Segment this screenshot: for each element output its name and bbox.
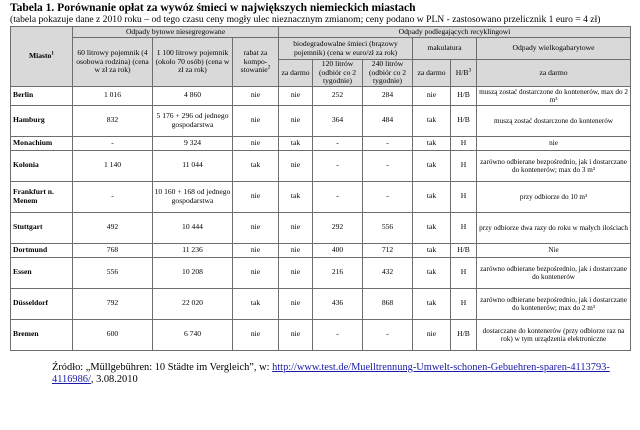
table-row bbox=[11, 288, 631, 319]
cell-l120: 400 bbox=[313, 243, 363, 257]
cell-l240: - bbox=[363, 136, 413, 150]
cell-l120: 216 bbox=[313, 257, 363, 288]
cell-bulky: nie bbox=[477, 136, 631, 150]
cell-l120: - bbox=[313, 181, 363, 212]
cell-hb: H bbox=[451, 136, 477, 150]
cell-l1100: 10 208 bbox=[153, 257, 233, 288]
cell-rabat: nie bbox=[233, 243, 279, 257]
source-citation bbox=[10, 362, 634, 386]
cell-bio-free: nie bbox=[279, 288, 313, 319]
cell-l60: 556 bbox=[73, 257, 153, 288]
cell-city: Frankfurt n. Menem bbox=[11, 181, 73, 212]
table-row bbox=[11, 86, 631, 105]
cell-rabat: nie bbox=[233, 319, 279, 350]
cell-l60: 1 140 bbox=[73, 150, 153, 181]
cell-mak-free: tak bbox=[413, 212, 451, 243]
header-bio-free: za darmo bbox=[279, 60, 313, 87]
header-miasto: Miasto$^1$ bbox=[11, 27, 73, 87]
source-suffix: , 3.08.2010 bbox=[90, 373, 138, 385]
cell-rabat: nie bbox=[233, 86, 279, 105]
table-row bbox=[11, 319, 631, 350]
cell-mak-free: tak bbox=[413, 136, 451, 150]
cell-city: Essen bbox=[11, 257, 73, 288]
cell-bio-free: nie bbox=[279, 86, 313, 105]
header-bulky: Odpady wielkogabarytowe bbox=[477, 38, 631, 60]
cell-l60: 600 bbox=[73, 319, 153, 350]
cell-bio-free: nie bbox=[279, 105, 313, 136]
cell-rabat: nie bbox=[233, 257, 279, 288]
cell-city: Bremen bbox=[11, 319, 73, 350]
cell-hb: H bbox=[451, 212, 477, 243]
cell-hb: H/B bbox=[451, 86, 477, 105]
cell-l1100: 10 444 bbox=[153, 212, 233, 243]
cell-bio-free: tak bbox=[279, 181, 313, 212]
cell-bulky: muszą zostać dostarczone do kontenerów, max do 2 m³ bbox=[477, 86, 631, 105]
cell-l240: 868 bbox=[363, 288, 413, 319]
cell-mak-free: tak bbox=[413, 288, 451, 319]
header-bio: biodegradowalne śmieci (brązowy pojemnik) (cena w euro/zł za rok) bbox=[279, 38, 413, 60]
cell-l120: 292 bbox=[313, 212, 363, 243]
cell-bio-free: nie bbox=[279, 150, 313, 181]
table-row bbox=[11, 212, 631, 243]
cell-l1100: 9 324 bbox=[153, 136, 233, 150]
cell-city: Dortmund bbox=[11, 243, 73, 257]
cell-mak-free: tak bbox=[413, 105, 451, 136]
table-row bbox=[11, 243, 631, 257]
table-note: (tabela pokazuje dane z 2010 roku – od tego czasu ceny mogły ulec nieznacznym zmianom; ceny podano w PLN - zastosowano przelicznik 1 euro = 4 zł) bbox=[10, 14, 601, 25]
cell-l240: 284 bbox=[363, 86, 413, 105]
table-row bbox=[11, 136, 631, 150]
table-row bbox=[11, 105, 631, 136]
table-row bbox=[11, 150, 631, 181]
cell-l240: 432 bbox=[363, 257, 413, 288]
cell-bulky: przy odbiorze do 10 m³ bbox=[477, 181, 631, 212]
table-title: Tabela 1. Porównanie opłat za wywóz śmieci w największych niemieckich miastach bbox=[10, 2, 416, 14]
cell-rabat: tak bbox=[233, 150, 279, 181]
cell-city: Hamburg bbox=[11, 105, 73, 136]
cell-bio-free: nie bbox=[279, 212, 313, 243]
cell-l120: - bbox=[313, 150, 363, 181]
cell-bio-free: nie bbox=[279, 257, 313, 288]
cell-bulky: muszą zostać dostarczone do kontenerów bbox=[477, 105, 631, 136]
cell-bulky: zarówno odbierane bezpośrednio, jak i dostarczane do kontenerów bbox=[477, 257, 631, 288]
table-caption bbox=[10, 2, 634, 25]
header-group-recycling: Odpady podlegających recyklingowi bbox=[279, 27, 631, 38]
cell-l1100: 10 160 + 168 od jednego gospodarstwa bbox=[153, 181, 233, 212]
cell-l120: 252 bbox=[313, 86, 363, 105]
cell-l60: 492 bbox=[73, 212, 153, 243]
cell-l60: 792 bbox=[73, 288, 153, 319]
cell-l60: 768 bbox=[73, 243, 153, 257]
cell-l240: - bbox=[363, 181, 413, 212]
header-120l: 120 litrów (odbiór co 2 tygodnie) bbox=[313, 60, 363, 87]
source-prefix: Źródło: „Müllgebühren: 10 Städte im Vergleich”, w: bbox=[52, 361, 273, 373]
cell-l60: 1 016 bbox=[73, 86, 153, 105]
cell-l240: 484 bbox=[363, 105, 413, 136]
source-link[interactable]: http://www.test.de/Muelltrennung-Umwelt-schonen-Gebuehren-sparen-4113793-4116986/ bbox=[52, 361, 610, 385]
cell-l120: 436 bbox=[313, 288, 363, 319]
cell-mak-free: nie bbox=[413, 86, 451, 105]
cell-city: Düsseldorf bbox=[11, 288, 73, 319]
cell-l60: 832 bbox=[73, 105, 153, 136]
cell-l1100: 22 020 bbox=[153, 288, 233, 319]
cell-bulky: dostarczane do kontenerów (przy odbiorze raz na rok) w tym urządzenia elektroniczne bbox=[477, 319, 631, 350]
cell-mak-free: nie bbox=[413, 319, 451, 350]
cell-rabat: nie bbox=[233, 136, 279, 150]
cell-l1100: 4 860 bbox=[153, 86, 233, 105]
cell-bio-free: nie bbox=[279, 319, 313, 350]
cell-hb: H bbox=[451, 257, 477, 288]
cell-bio-free: nie bbox=[279, 243, 313, 257]
cell-city: Stuttgart bbox=[11, 212, 73, 243]
header-240l: 240 litrów (odbiór co 2 tygodnie) bbox=[363, 60, 413, 87]
table-row bbox=[11, 257, 631, 288]
cell-l240: - bbox=[363, 319, 413, 350]
cell-city: Kolonia bbox=[11, 150, 73, 181]
header-bulky-free: za darmo bbox=[477, 60, 631, 87]
cell-l240: 556 bbox=[363, 212, 413, 243]
header-rabat: rabat za kompo- stowanie$^2$ bbox=[233, 38, 279, 87]
cell-hb: H/B bbox=[451, 319, 477, 350]
cell-hb: H bbox=[451, 150, 477, 181]
cell-bio-free: tak bbox=[279, 136, 313, 150]
header-mak-free: za darmo bbox=[413, 60, 451, 87]
cell-l120: - bbox=[313, 319, 363, 350]
cell-bulky: przy odbiorze dwa razy do roku w małych ilościach bbox=[477, 212, 631, 243]
header-group-mixed: Odpady bytowe niesegregowane bbox=[73, 27, 279, 38]
header-1100l: 1 100 litrowy pojemnik (około 70 osób) (cena w zł za rok) bbox=[153, 38, 233, 87]
cell-hb: H bbox=[451, 288, 477, 319]
cell-rabat: nie bbox=[233, 212, 279, 243]
cell-bulky: zarówno odbierane bezpośrednio, jak i dostarczane do kontenerów; max do 2 m³ bbox=[477, 288, 631, 319]
cell-l240: 712 bbox=[363, 243, 413, 257]
cell-mak-free: tak bbox=[413, 181, 451, 212]
cell-l120: - bbox=[313, 136, 363, 150]
cell-mak-free: tak bbox=[413, 243, 451, 257]
cell-mak-free: tak bbox=[413, 257, 451, 288]
cell-l1100: 11 236 bbox=[153, 243, 233, 257]
cell-hb: H bbox=[451, 181, 477, 212]
table-body bbox=[11, 86, 631, 350]
cell-l1100: 11 044 bbox=[153, 150, 233, 181]
header-makulatura: makulatura bbox=[413, 38, 477, 60]
waste-fees-table bbox=[10, 26, 631, 351]
cell-l60: - bbox=[73, 136, 153, 150]
table-row bbox=[11, 181, 631, 212]
cell-rabat: nie bbox=[233, 105, 279, 136]
cell-bulky: zarówno odbierane bezpośrednio, jak i dostarczane do kontenerów; max do 3 m³ bbox=[477, 150, 631, 181]
cell-mak-free: tak bbox=[413, 150, 451, 181]
cell-l120: 364 bbox=[313, 105, 363, 136]
cell-l1100: 5 176 + 296 od jednego gospodarstwa bbox=[153, 105, 233, 136]
cell-bulky: Nie bbox=[477, 243, 631, 257]
cell-l1100: 6 740 bbox=[153, 319, 233, 350]
cell-city: Monachium bbox=[11, 136, 73, 150]
cell-l240: - bbox=[363, 150, 413, 181]
cell-rabat: tak bbox=[233, 288, 279, 319]
cell-l60: - bbox=[73, 181, 153, 212]
cell-city: Berlin bbox=[11, 86, 73, 105]
header-60l: 60 litrowy pojemnik (4 osobowa rodzina) (cena w zł za rok) bbox=[73, 38, 153, 87]
cell-rabat: nie bbox=[233, 181, 279, 212]
cell-hb: H/B bbox=[451, 105, 477, 136]
header-hb: $H/B^3$ bbox=[451, 60, 477, 87]
cell-hb: H/B bbox=[451, 243, 477, 257]
